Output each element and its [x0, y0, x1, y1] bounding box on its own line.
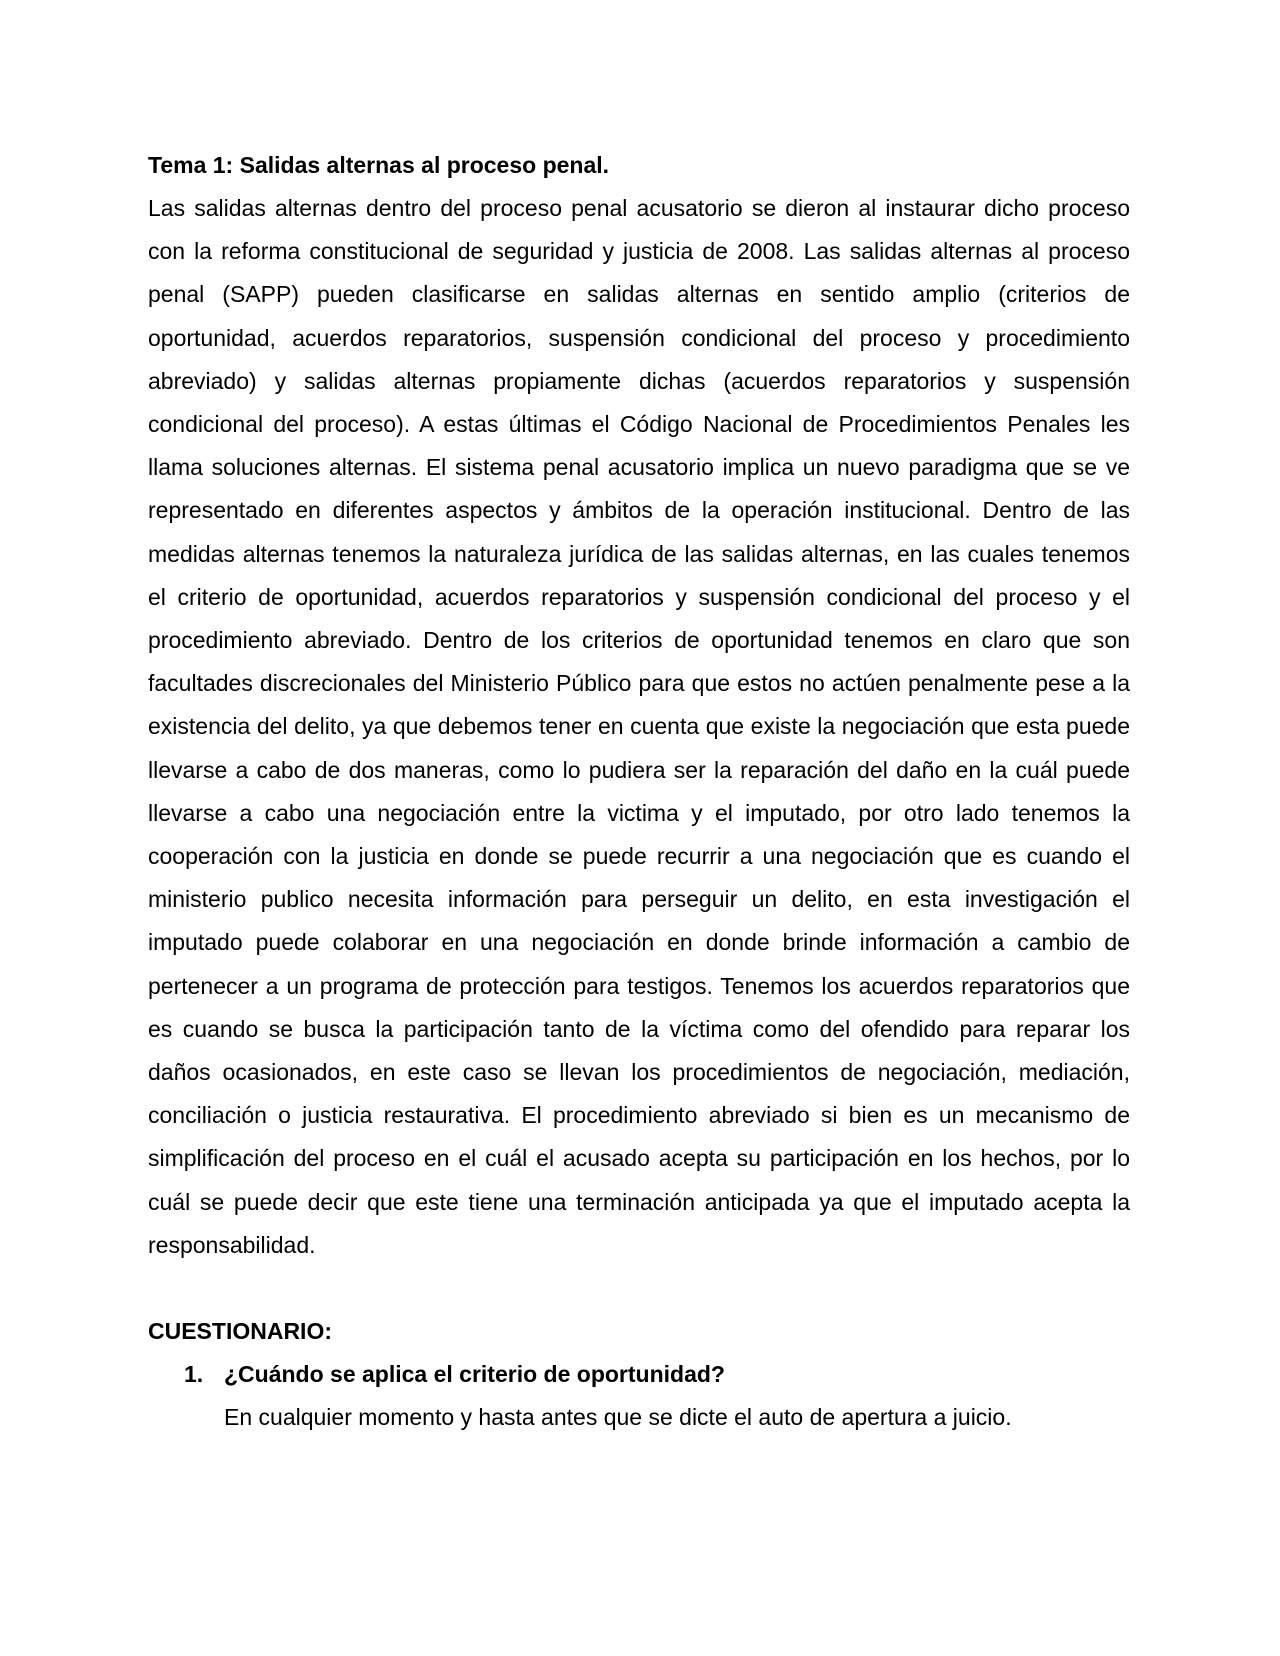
body-paragraph: Las salidas alternas dentro del proceso penal acusatorio se dieron al instaurar dicho proceso con la reforma constitucional de seguridad y justicia de 2008. Las salidas alternas al proceso penal (SAPP) pueden clasificarse en salidas alternas en sentido amplio (criterios de oportunidad, acuerdos reparatorios, suspensión condicional del proceso y procedimiento abreviado) y salidas alternas propiamente dichas (acuerdos reparatorios y suspensión condicional del proceso). A estas últimas el Código Nacional de Procedimientos Penales les llama soluciones alternas. El sistema penal acusatorio implica un nuevo paradigma que se ve representado en diferentes aspectos y ámbitos de la operación institucional. Dentro de las medidas alternas tenemos la naturaleza jurídica de las salidas alternas, en las cuales tenemos el criterio de oportunidad, acuerdos reparatorios y suspensión condicional del proceso y el procedimiento abreviado. Dentro de los criterios de oportunidad tenemos en claro que son facultades discrecionales del Ministerio Público para que estos no actúen penalmente pese a la existencia del delito, ya que debemos tener en cuenta que existe la negociación que esta puede llevarse a cabo de dos maneras, como lo pudiera ser la reparación del daño en la cuál puede llevarse a cabo una negociación entre la victima y el imputado, por otro lado tenemos la cooperación con la justicia en donde se puede recurrir a una negociación que es cuando el ministerio publico necesita información para perseguir un delito, en esta investigación el imputado puede colaborar en una negociación en donde brinde información a cambio de pertenecer a un programa de protección para testigos. Tenemos los acuerdos reparatorios que es cuando se busca la participación tanto de la víctima como del ofendido para reparar los daños ocasionados, en este caso se llevan los procedimientos de negociación, mediación, conciliación o justicia restaurativa. El procedimiento abreviado si bien es un mecanismo de simplificación del proceso en el cuál el acusado acepta su participación en los hechos, por lo cuál se puede decir que este tiene una terminación anticipada ya que el imputado acepta la responsabilidad.	[148, 195, 1130, 1258]
document-title: Tema 1: Salidas alternas al proceso penal.	[148, 152, 610, 178]
questionnaire-list	[148, 1353, 1130, 1439]
question-item	[148, 1353, 1130, 1439]
question-number: 1.	[184, 1361, 204, 1388]
answer-text: En cualquier momento y hasta antes que se dicte el auto de apertura a juicio.	[224, 1404, 1012, 1431]
questionnaire-heading: CUESTIONARIO:	[148, 1318, 332, 1345]
question-text: ¿Cuándo se aplica el criterio de oportunidad?	[224, 1361, 725, 1388]
document-page	[148, 144, 1130, 1439]
